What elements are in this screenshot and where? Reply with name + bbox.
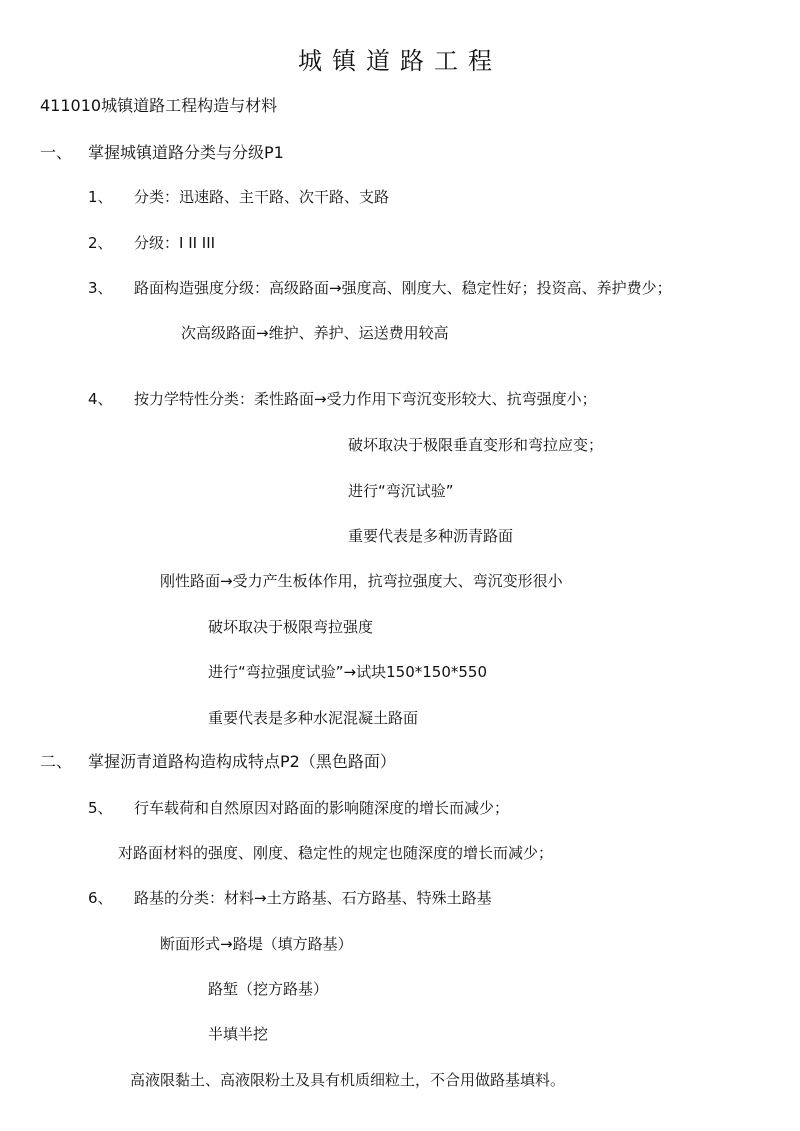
section-2-title: 掌握沥青道路构造构成特点P2（黑色路面）	[88, 752, 396, 771]
item-6	[88, 888, 492, 908]
item-2	[88, 233, 215, 253]
item-5-text: 行车载荷和自然原因对路面的影响随深度的增长而减少；	[134, 799, 510, 817]
item-3-number: 3、	[88, 279, 113, 297]
subtitle: 411010城镇道路工程构造与材料	[40, 96, 278, 115]
section-1-number: 一、	[40, 143, 73, 162]
item-2-number: 2、	[88, 234, 113, 252]
item-4-line-d: 刚性路面→受力产生板体作用，抗弯拉强度大、弯沉变形很小	[160, 572, 563, 590]
item-3-text: 路面构造强度分级：高级路面→强度高、刚度大、稳定性好；投资高、养护费少；	[134, 279, 672, 297]
item-6-number: 6、	[88, 889, 113, 907]
item-6-line-b: 路堑（挖方路基）	[208, 980, 329, 998]
item-6-line-d: 高液限黏土、高液限粉土及具有机质细粒土，不合用做路基填料。	[130, 1071, 566, 1089]
item-4-line-f: 进行“弯拉强度试验”→试块150*150*550	[208, 663, 488, 681]
item-6-text: 路基的分类：材料→土方路基、石方路基、特殊土路基	[134, 889, 492, 907]
item-2-text: 分级：I II III	[134, 234, 216, 252]
item-4-text: 按力学特性分类：柔性路面→受力作用下弯沉变形较大、抗弯强度小；	[134, 390, 597, 408]
item-4-line-c: 重要代表是多种沥青路面	[348, 527, 514, 545]
item-3-continued: 次高级路面→维护、养护、运送费用较高	[181, 324, 449, 342]
item-5	[88, 798, 509, 818]
section-1-heading	[40, 143, 284, 163]
item-1-text: 分类：迅速路、主干路、次干路、支路	[134, 188, 390, 206]
item-5-number: 5、	[88, 799, 113, 817]
section-2-heading	[40, 752, 396, 772]
document-title: 城镇道路工程	[298, 47, 502, 75]
item-4-line-g: 重要代表是多种水泥混凝土路面	[208, 709, 419, 727]
item-6-line-c: 半填半挖	[208, 1025, 269, 1043]
item-4-line-b: 进行“弯沉试验”	[348, 482, 454, 500]
item-4	[88, 389, 597, 409]
section-2-number: 二、	[40, 752, 73, 771]
item-4-line-e: 破坏取决于极限弯拉强度	[208, 618, 374, 636]
item-4-line-a: 破坏取决于极限垂直变形和弯拉应变；	[348, 436, 604, 454]
item-3	[88, 278, 672, 298]
section-1-title: 掌握城镇道路分类与分级P1	[88, 143, 284, 162]
item-6-line-a: 断面形式→路堤（填方路基）	[160, 935, 353, 953]
item-4-number: 4、	[88, 390, 113, 408]
item-1-number: 1、	[88, 188, 113, 206]
item-1	[88, 187, 389, 207]
item-5-continued: 对路面材料的强度、刚度、稳定性的规定也随深度的增长而减少；	[118, 844, 554, 862]
